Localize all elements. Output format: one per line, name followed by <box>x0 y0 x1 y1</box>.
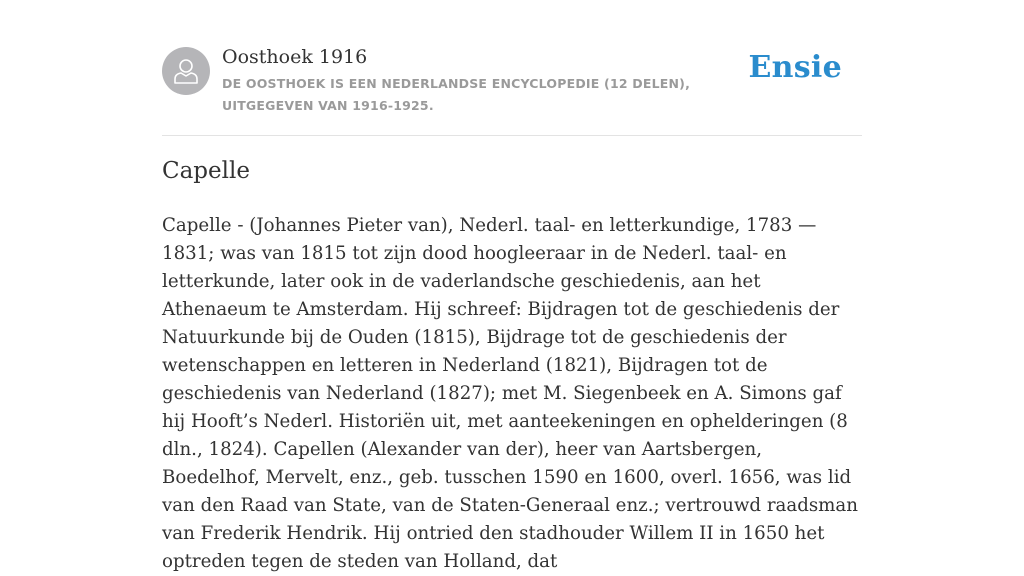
source-header <box>162 45 862 135</box>
entry-body: Capelle - (Johannes Pieter van), Nederl. taal- en letterkundige, 1783 — 1831; was van 1815 tot zijn dood hoogleeraar in de Nederl. taal- en letterkunde, later ook in de vaderlandsche geschiedenis, aan het Athenaeum te Amsterdam. Hij schreef: Bijdragen tot de geschiedenis der Natuurkunde bij de Ouden (1815), Bijdrage tot de geschiedenis der wetenschappen en letteren in Nederland (1821), Bijdragen tot de geschiedenis van Nederland (1827); met M. Siegenbeek en A. Simons gaf hij Hooft’s Nederl. Historiën uit, met aanteekeningen en ophelderingen (8 dln., 1824). Capellen (Alexander van der), heer van Aartsbergen, Boedelhof, Mervelt, enz., geb. tusschen 1590 en 1600, overl. 1656, was lid van den Raad van State, van de Staten-Generaal enz.; vertrouwd raadsman van Frederik Hendrik. Hij ontried den stadhouder Willem II in 1650 het optreden tegen de steden van Holland, dat <box>162 215 858 572</box>
ensie-logo[interactable]: Ensie <box>748 50 842 85</box>
avatar[interactable] <box>162 47 210 95</box>
entry-title: Capelle <box>162 158 250 184</box>
header-divider <box>162 135 862 136</box>
user-icon <box>171 56 201 86</box>
source-title[interactable]: Oosthoek 1916 <box>222 46 368 68</box>
source-description: DE OOSTHOEK IS EEN NEDERLANDSE ENCYCLOPEDIE (12 DELEN), UITGEGEVEN VAN 1916-1925. <box>222 76 691 113</box>
